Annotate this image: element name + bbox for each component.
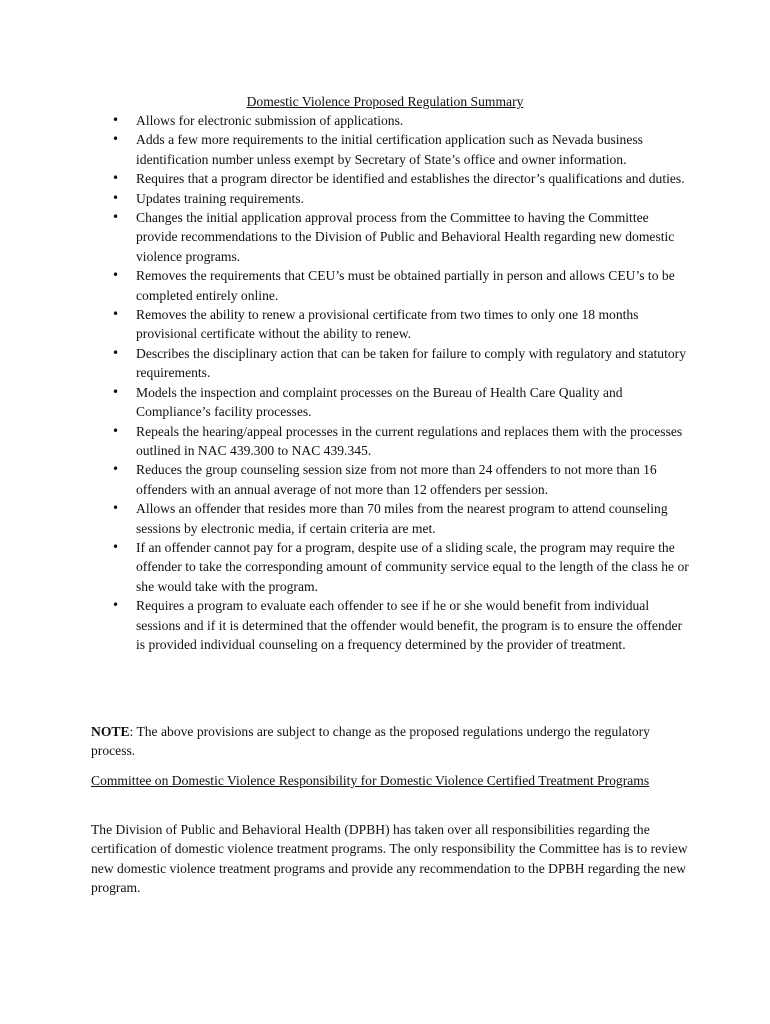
bullet-item: • Changes the initial application approval process from the Committee to having the Committee provide recommendations to the Division of Public and Behavioral Health regarding new domestic violence programs. — [110, 208, 690, 266]
bullet-item: • Repeals the hearing/appeal processes in the current regulations and replaces them with the processes outlined in NAC 439.300 to NAC 439.345. — [110, 422, 690, 461]
bullet-item: • Allows for electronic submission of applications. — [110, 111, 690, 130]
section-heading: Committee on Domestic Violence Responsibility for Domestic Violence Certified Treatment Programs — [91, 773, 650, 788]
bullet-item: • Updates training requirements. — [110, 189, 690, 208]
bullet-item: • If an offender cannot pay for a program, despite use of a sliding scale, the program may require the offender to take the corresponding amount of community service equal to the length of the class he or she would take with the program. — [110, 538, 690, 596]
section-body-paragraph: The Division of Public and Behavioral Health (DPBH) has taken over all responsibilities regarding the certification of domestic violence treatment programs. The only responsibility the Committee has is to review new domestic violence treatment programs and provide any recommendation to the DPBH regarding the new program. — [91, 822, 688, 896]
note-text: : The above provisions are subject to change as the proposed regulations undergo the regulatory process. — [91, 724, 650, 759]
page-title: Domestic Violence Proposed Regulation Summary — [246, 94, 524, 109]
bullet-item: • Requires that a program director be identified and establishes the director’s qualifications and duties. — [110, 169, 690, 188]
note-label: NOTE — [91, 724, 130, 739]
bullet-item: • Removes the requirements that CEU’s must be obtained partially in person and allows CEU’s to be completed entirely online. — [110, 266, 690, 305]
bullet-item: • Describes the disciplinary action that can be taken for failure to comply with regulatory and statutory requirements. — [110, 344, 690, 383]
bullet-item: • Models the inspection and complaint processes on the Bureau of Health Care Quality and Compliance’s facility processes. — [110, 383, 690, 422]
summary-bullet-list — [110, 111, 690, 654]
bullet-item: • Requires a program to evaluate each offender to see if he or she would benefit from individual sessions and if it is determined that the offender would benefit, the program is to ensure the offender is provided individual counseling on a frequency determined by the provider of treatment. — [110, 596, 690, 654]
bullet-item: • Adds a few more requirements to the initial certification application such as Nevada business identification number unless exempt by Secretary of State’s office and owner information. — [110, 130, 690, 169]
bullet-item: • Reduces the group counseling session size from not more than 24 offenders to not more than 16 offenders with an annual average of not more than 12 offenders per session. — [110, 460, 690, 499]
bullet-item: • Allows an offender that resides more than 70 miles from the nearest program to attend counseling sessions by electronic media, if certain criteria are met. — [110, 499, 690, 538]
note-paragraph — [91, 722, 691, 761]
bullet-item: • Removes the ability to renew a provisional certificate from two times to only one 18 months provisional certificate without the ability to renew. — [110, 305, 690, 344]
